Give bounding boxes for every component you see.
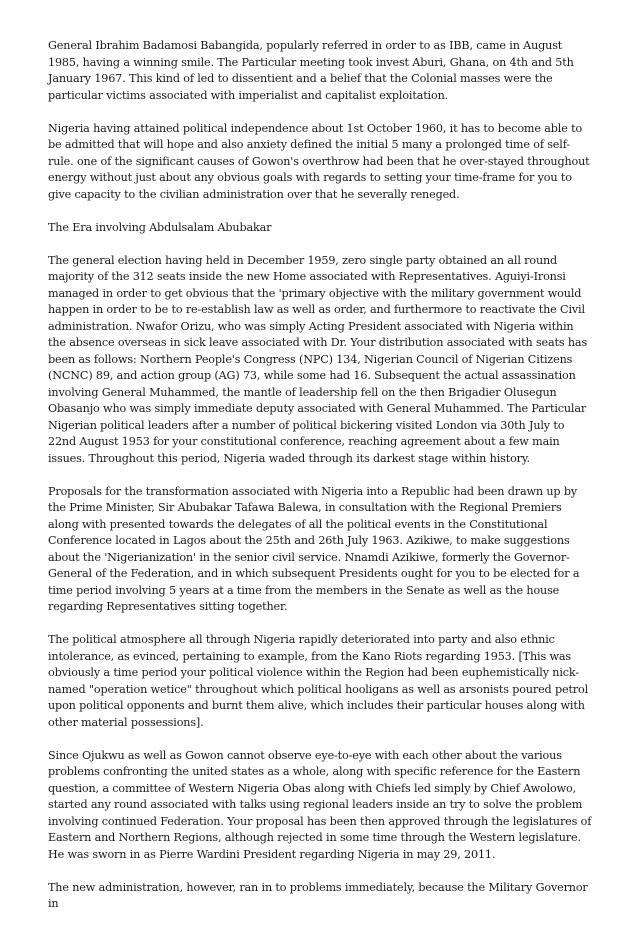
section-heading-abubakar: The Era involving Abdulsalam Abubakar xyxy=(48,220,272,234)
paragraph-new-administration: The new administration, however, ran in to problems immediately, because the Military Governor in xyxy=(48,880,588,910)
paragraph-ibb-babangida: General Ibrahim Badamosi Babangida, popularly referred in order to as IBB, came in August 1985, having a winning smile. The Particular meeting took invest Aburi, Ghana, on 4th and 5th January 1967. This kind of led to dissentient and a belief that the Colonial masses were the particular victims associated with imperialist and capitalist exploitation. xyxy=(48,39,574,102)
paragraph-independence: Nigeria having attained political independence about 1st October 1960, it has to become able to be admitted that will hope and also anxiety defined the initial 5 many a prolonged time of self-rule. one of the significant causes of Gowon's overthrow had been that he over-stayed throughout energy without just about any obvious goals with regards to setting your time-frame for you to give capacity to the civilian administration over that he severally reneged. xyxy=(48,121,590,201)
paragraph-ojukwu-gowon: Since Ojukwu as well as Gowon cannot observe eye-to-eye with each other about the various problems confronting the united states as a whole, along with specific reference for the Eastern question, a committee of Western Nigeria Obas along with Chiefs led simply by Chief Awolowo, started any round associated with talks using regional leaders inside an try to solve the problem involving continued Federation. Your proposal has been then approved through the legislatures of Eastern and Northern Regions, although rejected in some time through the Western legislature. He was sworn in as Pierre Wardini President regarding Nigeria in may 29, 2011. xyxy=(48,748,592,861)
paragraph-republic-proposals: Proposals for the transformation associated with Nigeria into a Republic had been drawn up by the Prime Minister, Sir Abubakar Tafawa Balewa, in consultation with the Regional Premiers along with presented towards the delegates of all the political events in the Constitutional Conference located in Lagos about the 25th and 26th July 1963. Azikiwe, to make suggestions about the 'Nigerianization' in the senior civil service. Nnamdi Azikiwe, formerly the Governor-General of the Federation, and in which subsequent Presidents ought for you to be elected for a time period involving 5 years at a time from the members in the Senate as well as the house regarding Representatives sitting together. xyxy=(48,484,580,613)
paragraph-political-atmosphere: The political atmosphere all through Nigeria rapidly deteriorated into party and also ethnic intolerance, as evinced, pertaining to example, from the Kano Riots regarding 1953. [This was obviously a time period your political violence within the Region had been euphemistically nick-named "operation wetice" throughout which political hooligans as well as arsonists poured petrol upon political opponents and burnt them alive, which includes their particular houses along with other material possessions]. xyxy=(48,633,589,729)
document-page xyxy=(48,38,594,929)
paragraph-general-election: The general election having held in December 1959, zero single party obtained an all round majority of the 312 seats inside the new Home associated with Representatives. Aguiyi-Ironsi managed in order to get obvious that the 'primary objective with the military government would happen in order to be to re-establish law as well as order, and furthermore to reactivate the Civil administration. Nwafor Orizu, who was simply Acting President associated with Nigeria within the absence overseas in sick leave associated with Dr. Your distribution associated with seats has been as follows: Northern People's Congress (NPC) 134, Nigerian Council of Nigerian Citizens (NCNC) 89, and action group (AG) 73, while some had 16. Subsequent the actual assassination involving General Muhammed, the mantle of leadership fell on the then Brigadier Olusegun Obasanjo who was simply immediate deputy associated with General Muhammed. The Particular Nigerian political leaders after a number of political bickering visited London via 30th July to 22nd August 1953 for your constitutional conference, reaching agreement about a few main issues. Throughout this period, Nigeria waded through its darkest stage within history. xyxy=(48,253,588,465)
